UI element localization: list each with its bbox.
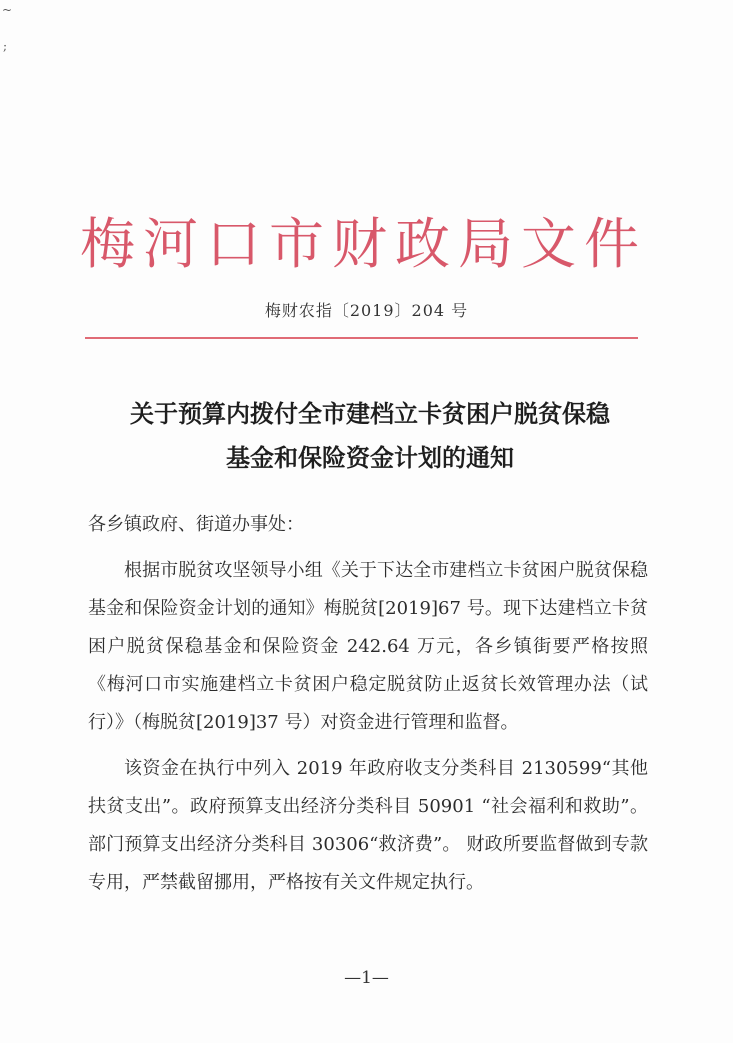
red-divider-line xyxy=(85,337,638,339)
corner-mark-left: ; xyxy=(3,39,8,53)
notice-body xyxy=(88,506,648,902)
body-paragraph-1: 根据市脱贫攻坚领导小组《关于下达全市建档立卡贫困户脱贫保稳基金和保险资金计划的通知》梅脱贫[2019]67 号。现下达建档立卡贫困户脱贫保稳基金和保险资金 242.64 万元，各乡镇街要严格按照《梅河口市实施建档立卡贫困户稳定脱贫防止返贫长效管理办法（试行）》（梅脱贫[2019]37 号）对资金进行管理和监督。 xyxy=(88,560,648,733)
notice-title xyxy=(70,392,670,480)
notice-title-line-2: 基金和保险资金计划的通知 xyxy=(226,444,514,472)
issuer-header-title: 梅河口市财政局文件 xyxy=(80,212,648,276)
notice-title-line-1: 关于预算内拨付全市建档立卡贫困户脱贫保稳 xyxy=(130,400,610,428)
page-number: —1— xyxy=(344,968,389,988)
document-number: 梅财农指〔2019〕204 号 xyxy=(264,301,469,320)
body-paragraph-2: 该资金在执行中列入 2019 年政府收支分类科目 2130599“其他扶贫支出”。政府预算支出经济分类科目 50901 “社会福利和救助”。部门预算支出经济分类科目 30306“救济费”。 财政所要监督做到专款专用，严禁截留挪用，严格按有关文件规定执行。 xyxy=(88,758,648,893)
salutation: 各乡镇政府、街道办事处： xyxy=(88,514,304,535)
corner-mark-top: ~ xyxy=(2,3,13,17)
